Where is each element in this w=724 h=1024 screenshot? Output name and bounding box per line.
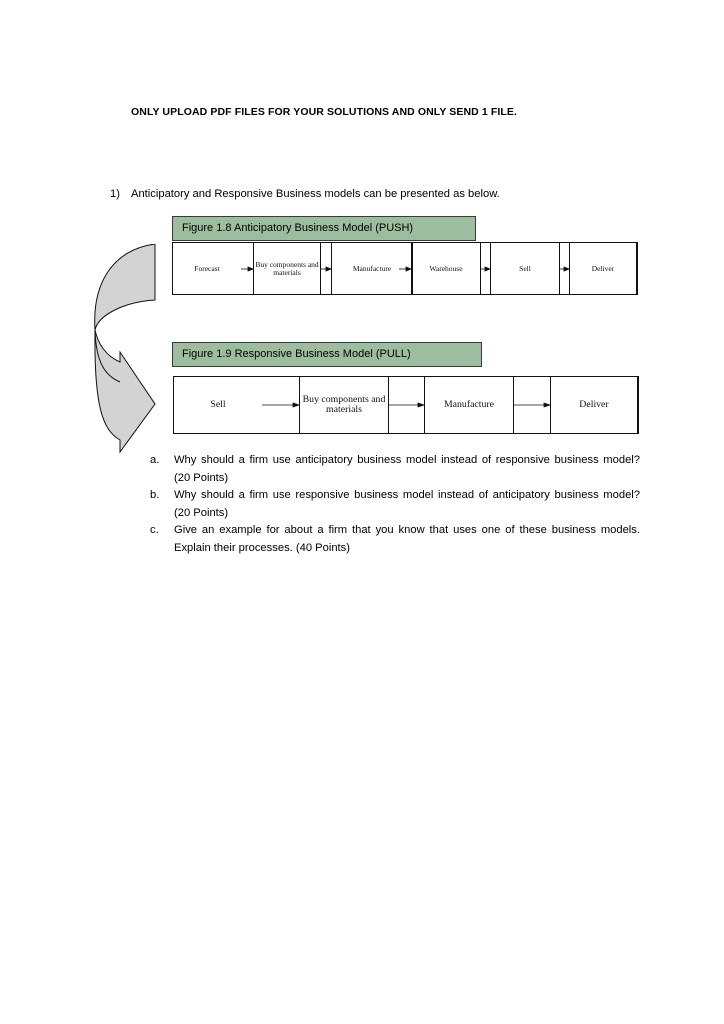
pull-step-buy: Buy components and materials [299,377,389,433]
push-step-forecast: Forecast [194,263,220,273]
pull-step-sell: Sell [210,398,226,410]
pull-flow-diagram [173,376,639,434]
question-text: Anticipatory and Responsive Business models can be presented as below. [131,188,500,200]
push-step-deliver: Deliver [569,243,637,294]
subquestion-marker: a. [150,454,160,466]
subquestion-list [150,452,640,557]
subquestion-b [150,487,640,522]
push-step-manufacture: Manufacture [331,243,413,294]
pull-step-deliver: Deliver [550,377,638,433]
question-number: 1) [110,188,120,200]
subquestion-c [150,522,640,557]
subquestion-text: Why should a firm use responsive business model instead of anticipatory business model? (20 Points) [174,489,640,519]
subquestion-marker: b. [150,489,160,501]
upload-instruction: ONLY UPLOAD PDF FILES FOR YOUR SOLUTIONS AND ONLY SEND 1 FILE. [131,106,517,118]
subquestion-a [150,452,640,487]
subquestion-text: Give an example for about a firm that you know that uses one of these business models. Explain their processes. (40 Points) [174,524,640,554]
figure-pull-label: Figure 1.9 Responsive Business Model (PULL) [172,342,482,367]
pull-step-manufacture: Manufacture [424,377,514,433]
pull-arrows [174,377,640,435]
push-flow-diagram [172,242,638,295]
push-step-warehouse: Warehouse [411,243,481,294]
subquestion-marker: c. [150,524,159,536]
push-step-sell: Sell [490,243,560,294]
subquestion-text: Why should a firm use anticipatory business model instead of responsive business model? (20 Points) [174,454,640,484]
push-arrows [173,243,639,296]
push-step-buy: Buy components and materials [253,243,321,294]
figure-push-label: Figure 1.8 Anticipatory Business Model (PUSH) [172,216,476,241]
curved-transition-arrow [92,244,162,454]
